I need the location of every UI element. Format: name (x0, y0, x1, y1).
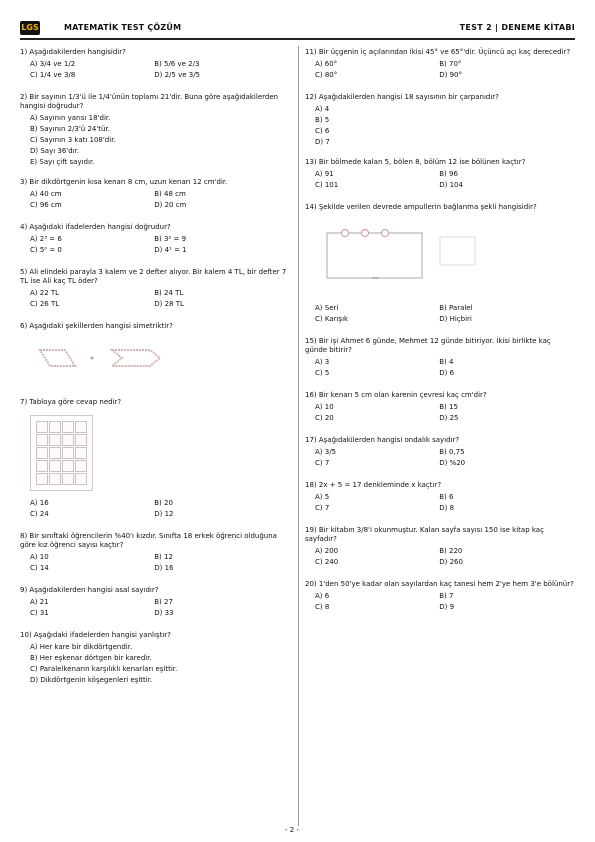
option[interactable]: B) 5/6 ve 2/3 (154, 60, 200, 68)
option[interactable]: D) 20 cm (154, 201, 187, 209)
option[interactable]: C) 7 (315, 459, 330, 467)
option[interactable]: C) 26 TL (30, 300, 60, 308)
grid-cell (75, 473, 87, 485)
option[interactable]: A) 2³ = 6 (30, 235, 62, 243)
grid-cell (49, 421, 61, 433)
option[interactable]: C) 96 cm (30, 201, 62, 209)
option[interactable]: B) Sayının 2/3'ü 24'tür. (30, 125, 110, 133)
circuit-wire (327, 233, 422, 278)
question-title: 18) 2x + 5 = 17 denkleminde x kaçtır? (305, 481, 442, 489)
circuit-figure (315, 223, 495, 293)
option[interactable]: A) 5 (315, 493, 330, 501)
question-1 (20, 48, 290, 82)
option[interactable]: D) 9 (439, 603, 455, 611)
dot (91, 357, 94, 360)
option[interactable]: B) 15 (439, 403, 458, 411)
question-title: 13) Bir bölmede kalan 5, bölen 8, bölüm 12 ise bölünen kaçtır? (305, 158, 526, 166)
option[interactable]: A) Seri (315, 304, 339, 312)
grid-cell (36, 473, 48, 485)
option[interactable]: C) 7 (315, 504, 330, 512)
option[interactable]: A) 22 TL (30, 289, 60, 297)
option[interactable]: B) 220 (439, 547, 463, 555)
shape-left (40, 350, 75, 366)
option[interactable]: C) 5⁰ = 0 (30, 246, 62, 254)
option[interactable]: C) 24 (30, 510, 49, 518)
question-3 (20, 178, 290, 212)
question-title: 1) Aşağıdakilerden hangisidir? (20, 48, 126, 56)
grid-cell (62, 473, 74, 485)
grid-cell (36, 460, 48, 472)
grid-cell (75, 434, 87, 446)
grid-cell (36, 447, 48, 459)
right-column (305, 48, 575, 625)
option[interactable]: D) 25 (439, 414, 459, 422)
question-12 (305, 93, 575, 147)
page-number: - 2 - (285, 826, 299, 834)
question-title: 11) Bir üçgenin iç açılarından ikisi 45° ve 65°'dir. Üçüncü açı kaç derecedir? (305, 48, 571, 56)
option[interactable]: D) 260 (439, 558, 463, 566)
question-title: 2) Bir sayının 1/3'ü ile 1/4'ünün toplamı 21'dir. Buna göre aşağıdakilerden hangisi doğrudur? (20, 93, 279, 110)
question-2 (20, 93, 290, 167)
option[interactable]: C) Paralelkenarın karşılıklı kenarları eşittir. (30, 665, 178, 673)
column-divider (298, 46, 299, 826)
option[interactable]: B) 5 (315, 116, 330, 124)
question-title: 12) Aşağıdakilerden hangisi 18 sayısının bir çarpanıdır? (305, 93, 499, 101)
question-title: 5) Ali elindeki parayla 3 kalem ve 2 defter alıyor. Bir kalem 4 TL, bir defter 7 TL ise Ali kaç TL öder? (20, 268, 287, 285)
option[interactable]: D) Hiçbiri (439, 315, 472, 323)
question-8 (20, 532, 290, 575)
question-10 (20, 631, 290, 685)
header-title: MATEMATİK TEST ÇÖZÜM (64, 23, 182, 32)
option[interactable]: E) Sayı çift sayıdır. (30, 158, 95, 166)
option[interactable]: D) 16 (154, 564, 174, 572)
option[interactable]: A) 60° (315, 60, 338, 68)
question-title: 15) Bir işi Ahmet 6 günde, Mehmet 12 günde bitiriyor. İkisi birlikte kaç günde bitirir? (305, 337, 551, 354)
option[interactable]: D) Dikdörtgenin köşegenleri eşittir. (30, 676, 153, 684)
option[interactable]: D) 90° (439, 71, 462, 79)
grid-cell (62, 447, 74, 459)
option[interactable]: B) 24 TL (154, 289, 184, 297)
question-title: 10) Aşağıdaki ifadelerden hangisi yanlıştır? (20, 631, 171, 639)
question-title: 6) Aşağıdaki şekillerden hangisi simetriktir? (20, 322, 173, 330)
option[interactable]: C) 101 (315, 181, 339, 189)
option[interactable]: A) 200 (315, 547, 339, 555)
option[interactable]: B) 48 cm (154, 190, 186, 198)
question-19 (305, 526, 575, 569)
option[interactable]: C) 20 (315, 414, 334, 422)
grid-cell (49, 473, 61, 485)
option[interactable]: C) 240 (315, 558, 339, 566)
page-header (20, 20, 575, 40)
option[interactable]: B) 96 (439, 170, 458, 178)
option[interactable]: C) 5 (315, 369, 330, 377)
question-title: 19) Bir kitabın 3/8'i okunmuştur. Kalan sayfa sayısı 150 ise kitap kaç sayfadır? (305, 526, 544, 543)
question-15 (305, 337, 575, 380)
grid-cell (75, 460, 87, 472)
option[interactable]: B) 70° (439, 60, 462, 68)
option[interactable]: B) 20 (154, 499, 173, 507)
left-column (20, 48, 290, 696)
question-title: 14) Şekilde verilen devrede ampullerin bağlanma şekli hangisidir? (305, 203, 537, 211)
question-title: 7) Tabloya göre cevap nedir? (20, 398, 122, 406)
option[interactable]: A) 10 (315, 403, 334, 411)
option[interactable]: A) 40 cm (30, 190, 62, 198)
question-title: 16) Bir kenarı 5 cm olan karenin çevresi kaç cm'dir? (305, 391, 487, 399)
question-7 (20, 398, 290, 521)
option[interactable]: A) 21 (30, 598, 49, 606)
option[interactable]: D) 7 (315, 138, 330, 146)
option[interactable]: D) 104 (439, 181, 463, 189)
grid-cell (49, 460, 61, 472)
option[interactable]: C) 8 (315, 603, 330, 611)
option[interactable]: C) Karışık (315, 315, 349, 323)
option[interactable]: B) 6 (439, 493, 454, 501)
grid-cell (62, 460, 74, 472)
option[interactable]: D) 6 (439, 369, 455, 377)
question-title: 9) Aşağıdakilerden hangisi asal sayıdır? (20, 586, 159, 594)
option[interactable]: C) 14 (30, 564, 49, 572)
option[interactable]: B) 27 (154, 598, 173, 606)
question-17 (305, 436, 575, 470)
option[interactable]: A) 3/4 ve 1/2 (30, 60, 76, 68)
option[interactable]: B) 4 (439, 358, 454, 366)
option[interactable]: D) 8 (439, 504, 455, 512)
shape-right (112, 350, 160, 366)
question-18 (305, 481, 575, 515)
question-title: 3) Bir dikdörtgenin kısa kenarı 8 cm, uzun kenarı 12 cm'dir. (20, 178, 228, 186)
grid-cell (62, 421, 74, 433)
option[interactable]: D) 4¹ = 1 (154, 246, 187, 254)
grid-cell (62, 434, 74, 446)
grid-cell (49, 447, 61, 459)
question-4 (20, 223, 290, 257)
option[interactable]: B) Paralel (439, 304, 473, 312)
question-title: 8) Bir sınıftaki öğrencilerin %40'ı kızdır. Sınıfta 18 erkek öğrenci olduğuna göre kız öğrenci sayısı kaçtır? (20, 532, 277, 549)
option[interactable]: A) 3/5 (315, 448, 337, 456)
question-13 (305, 158, 575, 192)
grid-cell (36, 434, 48, 446)
option[interactable]: A) 3 (315, 358, 330, 366)
question-title: 4) Aşağıdaki ifadelerden hangisi doğrudur? (20, 223, 171, 231)
legend-box (440, 237, 475, 265)
option[interactable]: A) 4 (315, 105, 330, 113)
option[interactable]: D) 2/5 ve 3/5 (154, 71, 201, 79)
option[interactable]: D) %20 (439, 459, 466, 467)
option[interactable]: A) 91 (315, 170, 334, 178)
lamp-icon (382, 230, 389, 237)
option[interactable]: B) Her eşkenar dörtgen bir karedir. (30, 654, 152, 662)
lamp-icon (362, 230, 369, 237)
option[interactable]: C) Sayının 3 katı 108'dir. (30, 136, 116, 144)
option[interactable]: A) Sayının yarısı 18'dir. (30, 114, 111, 122)
brand-logo: LGS (20, 21, 40, 35)
option[interactable]: B) 3² = 9 (154, 235, 187, 243)
option[interactable]: B) 7 (439, 592, 454, 600)
option[interactable]: A) 16 (30, 499, 49, 507)
table-grid (30, 415, 93, 491)
grid-cell (49, 434, 61, 446)
option[interactable]: C) 1/4 ve 3/8 (30, 71, 76, 79)
option[interactable]: B) 0,75 (439, 448, 465, 456)
question-6 (20, 322, 290, 387)
question-5 (20, 268, 290, 311)
option[interactable]: C) 80° (315, 71, 338, 79)
option[interactable]: D) Sayı 36'dır. (30, 147, 80, 155)
option[interactable]: A) 6 (315, 592, 330, 600)
question-title: 20) 1'den 50'ye kadar olan sayılardan kaç tanesi hem 2'ye hem 3'e bölünür? (305, 580, 574, 588)
grid-cell (36, 421, 48, 433)
header-right: TEST 2 | DENEME KİTABI (459, 23, 575, 32)
option[interactable]: B) 12 (154, 553, 173, 561)
question-16 (305, 391, 575, 425)
question-20 (305, 580, 575, 614)
question-9 (20, 586, 290, 620)
option[interactable]: D) 12 (154, 510, 174, 518)
question-11 (305, 48, 575, 82)
question-14 (305, 203, 575, 326)
option[interactable]: A) 10 (30, 553, 49, 561)
grid-cell (75, 421, 87, 433)
grid-cell (75, 447, 87, 459)
question-title: 17) Aşağıdakilerden hangisi ondalık sayıdır? (305, 436, 460, 444)
option[interactable]: D) 33 (154, 609, 174, 617)
lamp-icon (342, 230, 349, 237)
grid-figure (30, 415, 290, 491)
option[interactable]: D) 28 TL (154, 300, 184, 308)
option[interactable]: A) Her kare bir dikdörtgendir. (30, 643, 133, 651)
option[interactable]: C) 6 (315, 127, 330, 135)
symmetry-figure (30, 342, 190, 376)
option[interactable]: C) 31 (30, 609, 49, 617)
